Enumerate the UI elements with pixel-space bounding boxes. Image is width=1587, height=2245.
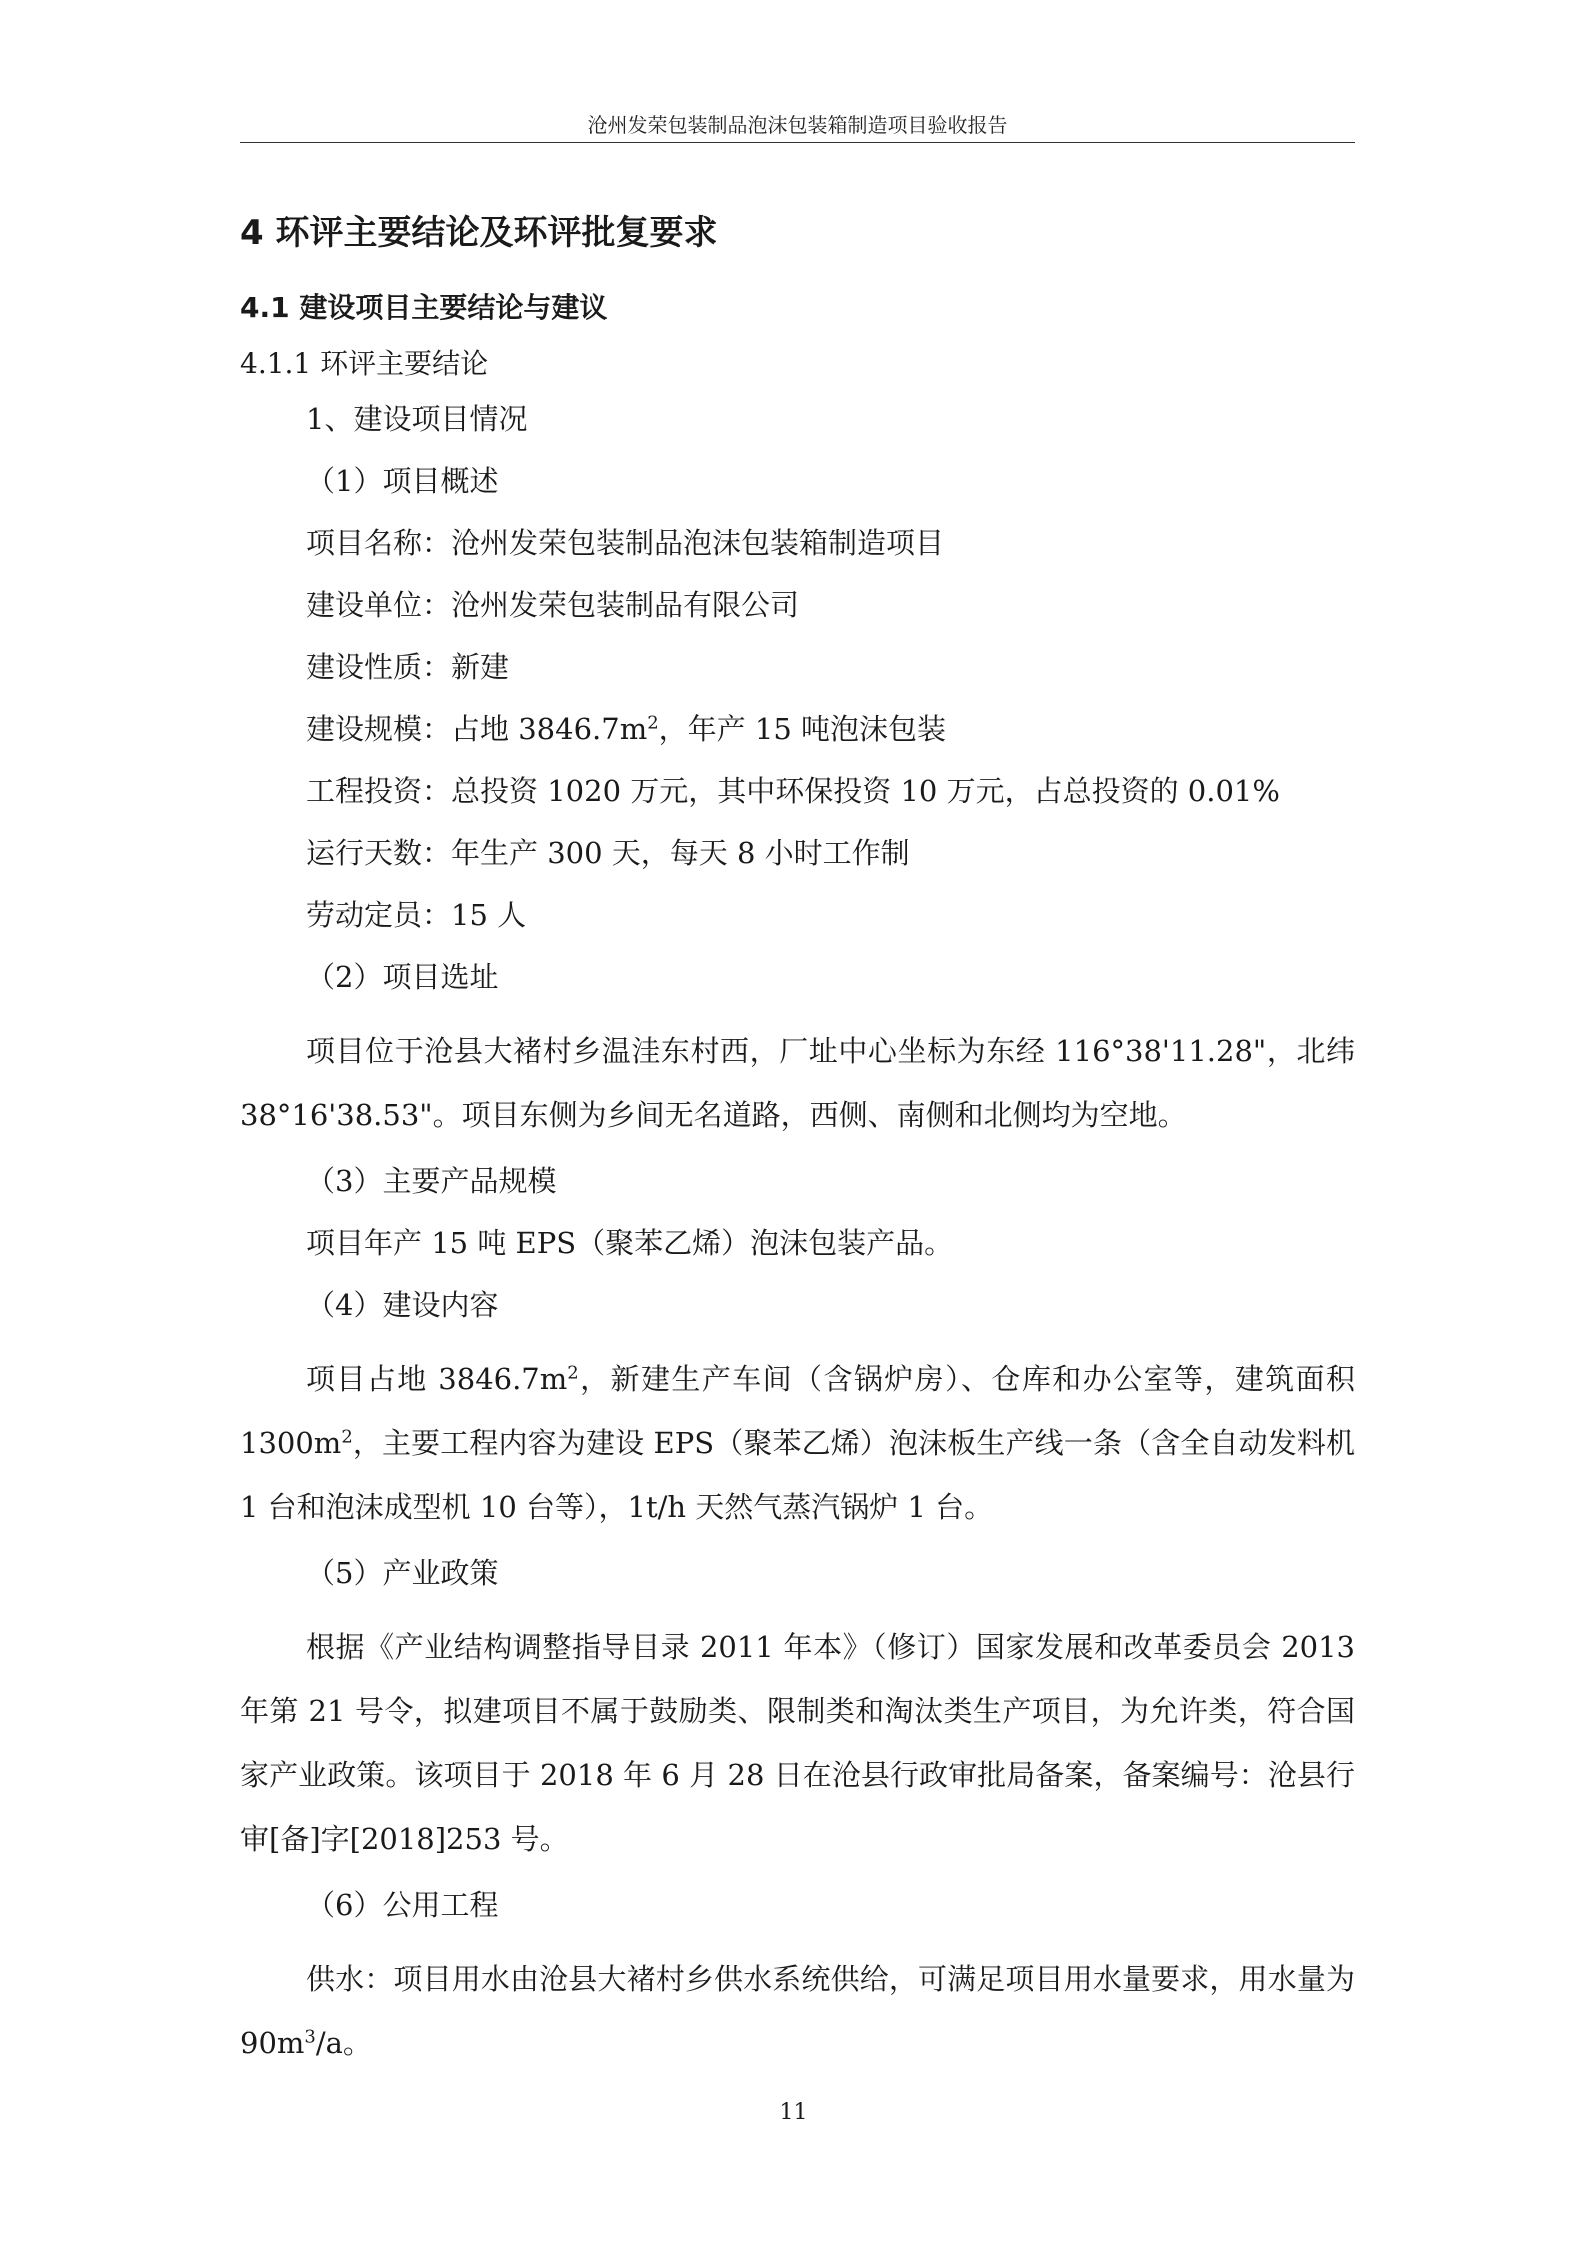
- project-name: 项目名称：沧州发荣包装制品泡沫包装箱制造项目: [306, 526, 945, 560]
- subsection-title: 4.1 建设项目主要结论与建议: [240, 291, 608, 324]
- running-header: 沧州发荣包装制品泡沫包装箱制造项目验收报告: [587, 113, 1008, 137]
- water-prefix: 供水：项目用水由沧县大褚村乡供水系统供给，可满足项目用水量要求，用水量为 90m: [240, 1962, 1355, 2060]
- page-content: [240, 200, 1355, 2075]
- operation-days: 运行天数：年生产 300 天，每天 8 小时工作制: [306, 836, 910, 870]
- policy-paragraph: 根据《产业结构调整指导目录 2011 年本》（修订）国家发展和改革委员会 2013 年第 21 号令，拟建项目不属于鼓励类、限制类和淘汰类生产项目，为允许类，符合国家产业政策。该项目于 2018 年 6 月 28 日在沧县行政审批局备案，备案编号：沧县行审[备]字[2018]253 号。: [240, 1630, 1355, 1856]
- content-paragraph: [240, 1347, 1355, 1539]
- content-heading: （4）建设内容: [306, 1288, 499, 1322]
- water-suffix: /a。: [315, 2026, 372, 2060]
- page-number: 11: [779, 2100, 808, 2125]
- item-heading: 1、建设项目情况: [306, 402, 528, 436]
- content-c: ，主要工程内容为建设 EPS（聚苯乙烯）泡沫板生产线一条（含全自动发料机 1 台和泡沫成型机 10 台等），1t/h 天然气蒸汽锅炉 1 台。: [240, 1426, 1355, 1524]
- staff: 劳动定员：15 人: [306, 898, 527, 932]
- subsubsection-title: 4.1.1 环评主要结论: [240, 347, 489, 380]
- superscript-2: 2: [567, 1362, 579, 1384]
- superscript-3: 3: [304, 2026, 316, 2048]
- utilities-heading: （6）公用工程: [306, 1888, 499, 1922]
- content-b: ，新建生产车间（含锅炉房）、仓库和办公室等，建筑面积 1300m: [240, 1362, 1355, 1460]
- overview-heading: （1）项目概述: [306, 464, 499, 498]
- product-heading: （3）主要产品规模: [306, 1164, 557, 1198]
- site-heading: （2）项目选址: [306, 960, 499, 994]
- builder: 建设单位：沧州发荣包装制品有限公司: [306, 588, 800, 622]
- superscript-2: 2: [647, 712, 659, 734]
- water-paragraph: [240, 1947, 1355, 2075]
- scale-suffix: ，年产 15 吨泡沫包装: [658, 712, 946, 746]
- content-a: 项目占地 3846.7m: [306, 1362, 568, 1396]
- section-title: 4 环评主要结论及环评批复要求: [240, 213, 718, 253]
- header-divider: [240, 142, 1355, 143]
- construction-nature: 建设性质：新建: [306, 650, 510, 684]
- superscript-2: 2: [341, 1426, 353, 1448]
- site-paragraph: 项目位于沧县大褚村乡温洼东村西，厂址中心坐标为东经 116°38'11.28"，北纬 38°16'38.53"。项目东侧为乡间无名道路，西侧、南侧和北侧均为空地。: [240, 1034, 1355, 1132]
- construction-scale: [240, 709, 1355, 749]
- product-paragraph: 项目年产 15 吨 EPS（聚苯乙烯）泡沫包装产品。: [306, 1226, 954, 1260]
- scale-prefix: 建设规模：占地 3846.7m: [306, 712, 648, 746]
- policy-heading: （5）产业政策: [306, 1556, 499, 1590]
- investment: 工程投资：总投资 1020 万元，其中环保投资 10 万元，占总投资的 0.01%: [306, 774, 1280, 808]
